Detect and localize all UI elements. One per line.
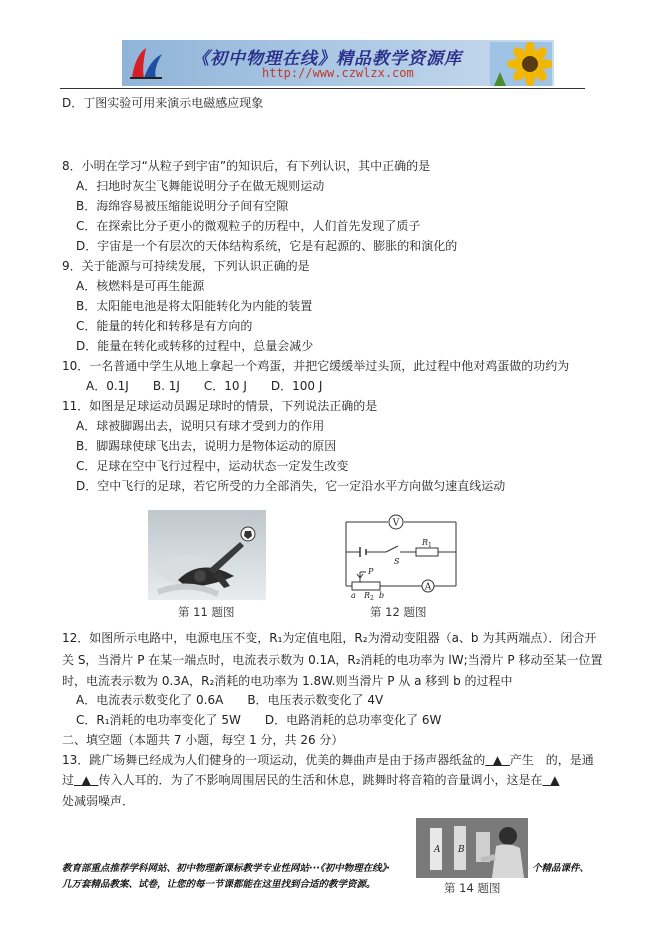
blank-marker: ▲ [81, 773, 91, 787]
soccer-player-photo [148, 510, 266, 600]
q11-option-d: D．空中飞行的足球，若它所受的力全部消失，它一定沿水平方向做匀速直线运动 [76, 479, 506, 493]
q9-stem: 9．关于能源与可持续发展，下列认识正确的是 [62, 259, 310, 273]
footer-line-2: 几万套精品教案、试卷，让您的每一节课都能在这里找到合适的教学资源。 [62, 879, 376, 890]
q9-option-d: D．能量在转化或转移的过程中，总量会减少 [76, 339, 314, 353]
q12-stem-line3: 时，电流表示数为 0.3A，R₂消耗的电功率为 1.8W.则当滑片 P 从 a 移到 b 的过程中 [62, 674, 513, 688]
q11-option-c: C．足球在空中飞行过程中，运动状态一定发生改变 [76, 459, 349, 473]
slider-label: P [368, 567, 374, 576]
header-rule [60, 88, 585, 89]
header-banner [122, 40, 554, 86]
q7-option-d: D．丁图实验可用来演示电磁感应现象 [62, 96, 264, 110]
q13-line3: 处减弱噪声． [62, 794, 135, 808]
q8-option-d: D．宇宙是一个有层次的天体结构系统，它是有起源的、膨胀的和演化的 [76, 239, 458, 253]
q8-stem: 8．小明在学习“从粒子到宇宙”的知识后，有下列认识，其中正确的是 [62, 159, 431, 173]
q8-option-a: A．扫地时灰尘飞舞能说明分子在做无规则运动 [76, 179, 325, 193]
q10-stem: 10．一名普通中学生从地上拿起一个鸡蛋，并把它缓缓举过头顶，此过程中他对鸡蛋做的功约为 [62, 359, 570, 373]
blank-marker: ▲ [550, 773, 560, 787]
r2-subscript: 2 [370, 595, 374, 602]
r2-label: R [364, 591, 371, 600]
q13-blank-3[interactable] [543, 773, 560, 787]
switch-label: S [394, 557, 400, 566]
q10-options: A．0.1J B. 1J C．10 J D．100 J [86, 379, 323, 393]
q9-option-a: A．核燃料是可再生能源 [76, 279, 205, 293]
q11-stem: 11．如图是足球运动员踢足球时的情景，下列说法正确的是 [62, 399, 378, 413]
loudspeaker-photo [416, 818, 528, 878]
q8-option-c: C．在探索比分子更小的微观粒子的历程中，人们首先发现了质子 [76, 219, 421, 233]
q11-option-b: B．脚踢球使球飞出去，说明力是物体运动的原因 [76, 439, 337, 453]
header-title: 《初中物理在线》精品教学资源库 [192, 49, 462, 69]
q13-line2-text: 传入人耳的．为了不影响周围居民的生活和休息，跳舞时将音箱的音量调小，这是在 [98, 773, 543, 787]
fig11-caption: 第 11 题图 [178, 605, 235, 619]
q13-line1 [62, 752, 594, 768]
logo-icon [126, 44, 166, 82]
fig14-label-b: B [458, 845, 465, 855]
q11-option-a: A．球被脚踢出去，说明只有球才受到力的作用 [76, 419, 325, 433]
voltmeter-label: V [392, 518, 400, 529]
fig14-caption: 第 14 题图 [444, 881, 501, 895]
q13-line1-tail: 产生 的，是通 [509, 753, 594, 767]
ammeter-label: A [424, 582, 432, 593]
q13-line1-text: 13．跳广场舞已经成为人们健身的一项运动，优美的舞曲声是由于扬声器纸盆的 [62, 753, 486, 767]
q12-options-ab: A．电流表示数变化了 0.6A B．电压表示数变化了 4V [76, 693, 384, 707]
q12-options-cd: C．R₁消耗的电功率变化了 5W D．电路消耗的总功率变化了 6W [76, 713, 442, 727]
q8-option-b: B．海绵容易被压缩能说明分子间有空隙 [76, 199, 289, 213]
circuit-diagram [338, 512, 468, 602]
sunflower-image [490, 42, 552, 86]
footer-line-1: 教育部重点推荐学科网站、初中物理新课标教学专业性网站···《初中物理在线》· [62, 863, 390, 874]
fig12-caption: 第 12 题图 [370, 605, 427, 619]
q13-line2 [62, 772, 559, 788]
end-b-label: b [379, 591, 385, 600]
q13-blank-2[interactable] [74, 773, 99, 787]
q9-option-b: B．太阳能电池是将太阳能转化为内能的装置 [76, 299, 313, 313]
header-url[interactable]: http://www.czwlzx.com [262, 66, 414, 80]
q12-stem-line2: 关 S，当滑片 P 在某一端点时，电流表示数为 0.1A，R₂消耗的电功率为 lW;当滑片 P 移动至某一位置 [62, 653, 603, 667]
r1-subscript: 1 [428, 542, 432, 549]
blank-marker: ▲ [492, 753, 503, 767]
end-a-label: a [351, 591, 356, 600]
section-2-heading: 二、填空题（本题共 7 小题，每空 1 分，共 26 分） [62, 733, 344, 747]
q12-stem-line1: 12．如图所示电路中，电源电压不变，R₁为定值电阻，R₂为滑动变阻器（a、b 为其两端点）．闭合开 [62, 631, 597, 645]
r1-label: R [422, 538, 429, 547]
footer-line-1-tail: 个精品课件、 [532, 863, 590, 874]
q9-option-c: C．能量的转化和转移是有方向的 [76, 319, 253, 333]
fig14-label-a: A [434, 845, 441, 855]
q13-blank-1[interactable] [485, 753, 510, 767]
q13-line2-head: 过 [62, 773, 75, 787]
